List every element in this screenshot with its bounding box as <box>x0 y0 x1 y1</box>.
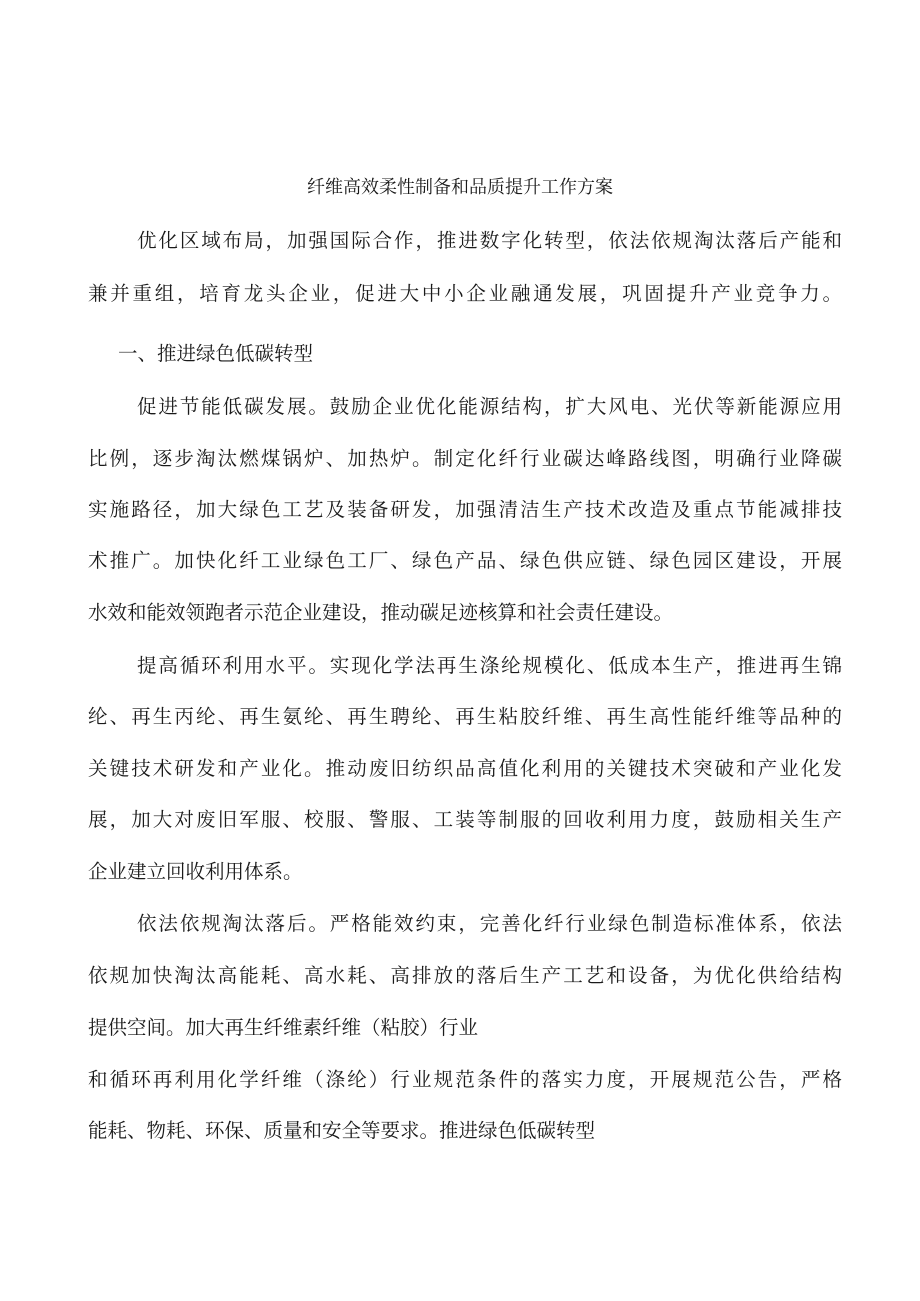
paragraph-line: 术推广。加快化纤工业绿色工厂、绿色产品、绿色供应链、绿色园区建设，开展 <box>88 549 842 572</box>
paragraph-line: 纶、再生丙纶、再生氨纶、再生聘纶、再生粘胶纤维、再生高性能纤维等品种的 <box>88 705 842 728</box>
paragraph-line: 依规加快淘汰高能耗、高水耗、高排放的落后生产工艺和设备，为优化供给结构 <box>88 964 842 987</box>
document-title: 纤维高效柔性制备和品质提升工作方案 <box>307 177 613 198</box>
paragraph-line: 比例，逐步淘汰燃煤锅炉、加热炉。制定化纤行业碳达峰路线图，明确行业降碳 <box>88 447 842 470</box>
section-heading: 一、推进绿色低碳转型 <box>118 342 314 365</box>
paragraph-line: 提高循环利用水平。实现化学法再生涤纶规模化、低成本生产，推进再生锦 <box>137 654 842 677</box>
paragraph-line: 水效和能效领跑者示范企业建设，推动碳足迹核算和社会责任建设。 <box>88 601 674 624</box>
paragraph-line: 展，加大对废旧军服、校服、警服、工装等制服的回收利用力度，鼓励相关生产 <box>88 808 842 831</box>
paragraph-line: 促进节能低碳发展。鼓励企业优化能源结构，扩大风电、光伏等新能源应用 <box>137 395 842 418</box>
paragraph-line: 兼并重组，培育龙头企业，促进大中小企业融通发展，巩固提升产业竞争力。 <box>88 282 842 305</box>
paragraph-line: 和循环再利用化学纤维（涤纶）行业规范条件的落实力度，开展规范公告，严格 <box>88 1068 842 1091</box>
paragraph-line: 提供空间。加大再生纤维素纤维（粘胶）行业 <box>88 1016 479 1039</box>
paragraph-line: 能耗、物耗、环保、质量和安全等要求。推进绿色低碳转型 <box>88 1119 596 1142</box>
paragraph-line: 依法依规淘汰落后。严格能效约束，完善化纤行业绿色制造标准体系，依法 <box>137 912 842 935</box>
paragraph-line: 关键技术研发和产业化。推动废旧纺织品高值化利用的关键技术突破和产业化发 <box>88 757 842 780</box>
paragraph-line: 优化区域布局，加强国际合作，推进数字化转型，依法依规淘汰落后产能和 <box>137 229 842 252</box>
paragraph-line: 企业建立回收利用体系。 <box>88 860 303 883</box>
paragraph-line: 实施路径，加大绿色工艺及装备研发，加强清洁生产技术改造及重点节能减排技 <box>88 498 842 521</box>
